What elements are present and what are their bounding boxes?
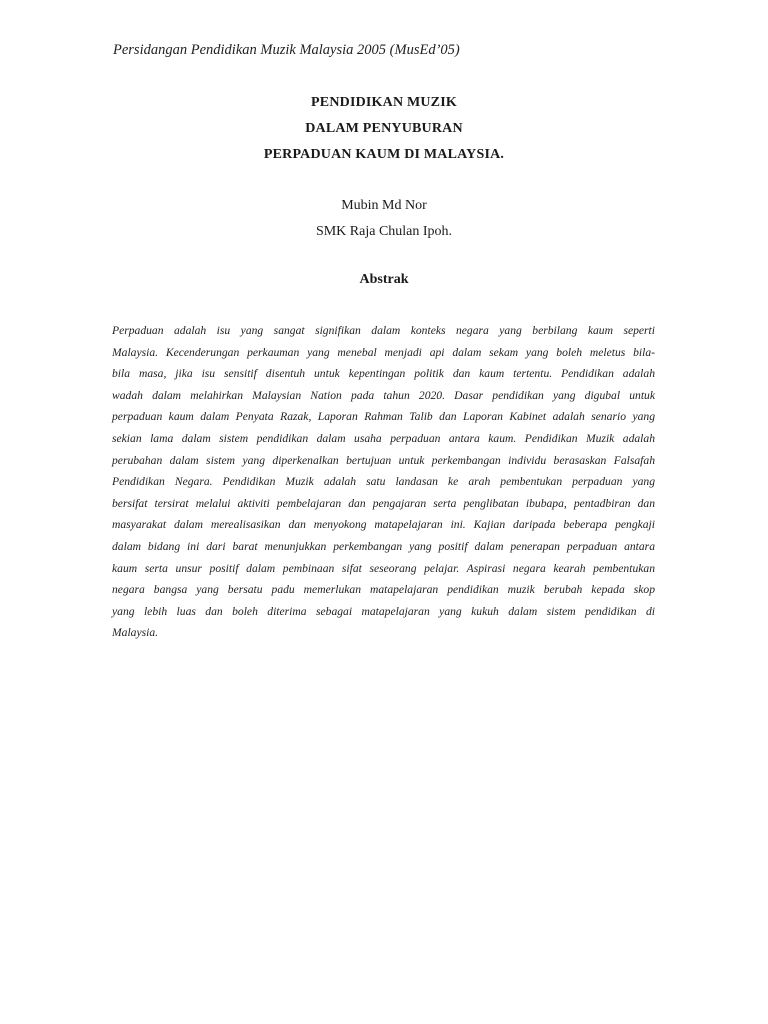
abstract-heading: Abstrak <box>359 272 409 287</box>
abstract-line: sekian lama dalam sistem pendidikan dalam usaha perpaduan antara kaum. Pendidikan Muzik adalah <box>112 431 655 445</box>
abstract-line: wadah dalam melahirkan Malaysian Nation pada tahun 2020. Dasar pendidikan yang digubal untuk <box>112 388 655 402</box>
abstract-line: Perpaduan adalah isu yang sangat signifikan dalam konteks negara yang berbilang kaum seperti <box>112 324 655 337</box>
title-line: DALAM PENYUBURAN <box>305 121 463 136</box>
author-block <box>0 193 768 245</box>
title-line: PENDIDIKAN MUZIK <box>311 95 457 110</box>
abstract-line: perubahan dalam sistem yang diperkenalkan bertujuan untuk perkembangan individu berasaskan Falsafah <box>112 453 655 467</box>
abstract-line: kaum serta unsur positif dalam pembinaan sifat seseorang pelajar. Aspirasi negara kearah pembentukan <box>112 561 655 575</box>
paper-title <box>0 90 768 168</box>
abstract-line: bila masa, jika isu sensitif disentuh untuk kepentingan politik dan kaum tertentu. Pendidikan adalah <box>112 367 655 381</box>
abstract-line: masyarakat dalam merealisasikan dan menyokong matapelajaran ini. Kajian daripada beberapa pengkaji <box>112 518 655 532</box>
running-header: Persidangan Pendidikan Muzik Malaysia 2005 (MusEd’05) <box>113 42 460 58</box>
abstract-line: Malaysia. <box>112 626 159 640</box>
title-line: PERPADUAN KAUM DI MALAYSIA. <box>263 147 505 162</box>
abstract-line: perpaduan kaum dalam Penyata Razak, Laporan Rahman Talib dan Laporan Kabinet adalah senario yang <box>112 410 655 424</box>
abstract-body <box>112 320 655 644</box>
abstract-line: Malaysia. Kecenderungan perkauman yang menebal menjadi api dalam sekam yang boleh meletus bila- <box>112 345 655 359</box>
author-affiliation: SMK Raja Chulan Ipoh. <box>315 224 453 239</box>
abstract-line: dalam bidang ini dari barat menunjukkan perkembangan yang positif dalam penerapan perpaduan antara <box>112 539 655 553</box>
abstract-line: negara bangsa yang bersatu padu memerlukan matapelajaran pendidikan muzik berubah kepada skop <box>112 583 655 597</box>
abstract-line: Pendidikan Negara. Pendidikan Muzik adalah satu landasan ke arah pembentukan perpaduan yang <box>112 475 655 489</box>
abstract-line: bersifat tersirat melalui aktiviti pembelajaran dan pengajaran serta penglibatan ibubapa, pentadbiran dan <box>112 496 655 510</box>
abstract-line: yang lebih luas dan boleh diterima sebagai matapelajaran yang kukuh dalam sistem pendidikan di <box>112 604 655 618</box>
author-name: Mubin Md Nor <box>341 198 427 213</box>
